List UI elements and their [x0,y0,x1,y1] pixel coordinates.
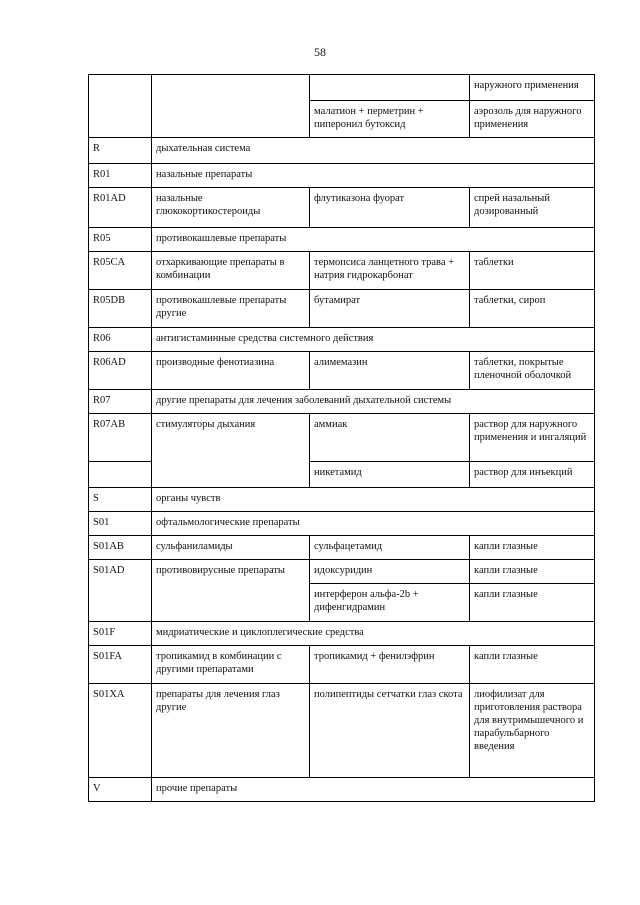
substance-cell: алимемазин [310,352,470,390]
substance-cell: интерферон альфа-2b + дифенгидрамин [310,584,470,622]
table-row [89,228,595,252]
table-row [89,778,595,802]
section-title-cell: другие препараты для лечения заболеваний дыхательной системы [152,390,595,414]
section-title-cell: прочие препараты [152,778,595,802]
code-cell: R [89,138,152,164]
table-row [89,252,595,290]
section-title-cell: органы чувств [152,488,595,512]
substance-cell: никетамид [310,462,470,488]
code-cell: V [89,778,152,802]
substance-cell: термопсиса ланцетного трава + натрия гидрокарбонат [310,252,470,290]
group-name-cell [152,75,310,138]
dosage-form-cell: таблетки, сироп [470,290,595,328]
group-name-cell: стимуляторы дыхания [152,414,310,488]
table-row [89,646,595,684]
substance-cell: идоксуридин [310,560,470,584]
table-row [89,328,595,352]
table-row [89,164,595,188]
dosage-form-cell: спрей назальный дозированный [470,188,595,228]
group-name-cell: назальные глюкокортикостероиды [152,188,310,228]
code-cell [89,462,152,488]
code-cell: R07AB [89,414,152,462]
substance-cell: полипептиды сетчатки глаз скота [310,684,470,778]
table-row [89,188,595,228]
code-cell: S01 [89,512,152,536]
code-cell: S01AB [89,536,152,560]
dosage-form-cell: таблетки [470,252,595,290]
substance-cell: тропикамид + фенилэфрин [310,646,470,684]
dosage-form-cell: капли глазные [470,536,595,560]
code-cell: R05DB [89,290,152,328]
section-title-cell: антигистаминные средства системного действия [152,328,595,352]
code-cell: R01AD [89,188,152,228]
section-title-cell: мидриатические и циклоплегические средства [152,622,595,646]
section-title-cell: противокашлевые препараты [152,228,595,252]
table-row [89,488,595,512]
dosage-form-cell: раствор для наружного применения и ингаляций [470,414,595,462]
section-title-cell: назальные препараты [152,164,595,188]
table-row [89,512,595,536]
table-row [89,622,595,646]
dosage-form-cell: капли глазные [470,646,595,684]
code-cell: S [89,488,152,512]
dosage-form-cell: наружного применения [470,75,595,101]
table-row [89,536,595,560]
substance-cell: аммиак [310,414,470,462]
drug-classification-table [88,74,595,802]
table-row [89,290,595,328]
table-row [89,414,595,462]
code-cell: R05 [89,228,152,252]
group-name-cell: тропикамид в комбинации с другими препаратами [152,646,310,684]
group-name-cell: производные фенотиазина [152,352,310,390]
code-cell [89,75,152,138]
code-cell: R06AD [89,352,152,390]
group-name-cell: препараты для лечения глаз другие [152,684,310,778]
dosage-form-cell: раствор для инъекций [470,462,595,488]
substance-cell: малатион + перметрин + пиперонил бутоксид [310,101,470,138]
dosage-form-cell: таблетки, покрытые пленочной оболочкой [470,352,595,390]
substance-cell: флутиказона фуорат [310,188,470,228]
table-row [89,390,595,414]
section-title-cell: дыхательная система [152,138,595,164]
table-row [89,138,595,164]
dosage-form-cell: аэрозоль для наружного применения [470,101,595,138]
substance-cell [310,75,470,101]
code-cell: R07 [89,390,152,414]
code-cell: S01AD [89,560,152,622]
dosage-form-cell: лиофилизат для приготовления раствора для внутримышечного и парабульбарного введения [470,684,595,778]
code-cell: R06 [89,328,152,352]
substance-cell: сульфацетамид [310,536,470,560]
code-cell: S01FA [89,646,152,684]
section-title-cell: офтальмологические препараты [152,512,595,536]
table-row [89,352,595,390]
table-row [89,560,595,584]
code-cell: R05CA [89,252,152,290]
group-name-cell: сульфаниламиды [152,536,310,560]
group-name-cell: противовирусные препараты [152,560,310,622]
table-row [89,75,595,101]
code-cell: S01XA [89,684,152,778]
substance-cell: бутамират [310,290,470,328]
dosage-form-cell: капли глазные [470,560,595,584]
group-name-cell: отхаркивающие препараты в комбинации [152,252,310,290]
table-row [89,684,595,778]
code-cell: R01 [89,164,152,188]
dosage-form-cell: капли глазные [470,584,595,622]
group-name-cell: противокашлевые препараты другие [152,290,310,328]
page-number: 58 [314,45,326,59]
code-cell: S01F [89,622,152,646]
